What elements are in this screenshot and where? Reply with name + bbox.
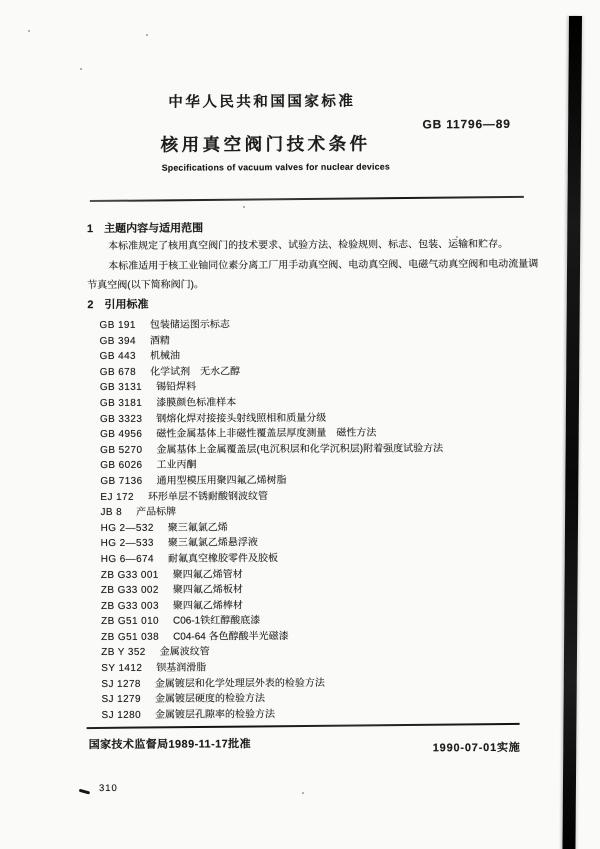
scan-speck xyxy=(456,236,458,238)
standard-code: SY 1412 xyxy=(101,662,143,675)
standard-code: ZB Y 352 xyxy=(101,647,146,659)
referenced-standard-item xyxy=(101,659,444,676)
section2-number: 2 xyxy=(87,299,94,312)
standard-title: 磁性金属基体上非磁性覆盖层厚度测量 磁性方法 xyxy=(156,427,377,440)
referenced-standard-item xyxy=(100,332,443,349)
referenced-standards-list xyxy=(99,316,444,723)
scan-speck xyxy=(146,34,148,36)
standard-code: HG 2—532 xyxy=(100,522,154,534)
standard-code: EJ 172 xyxy=(100,491,134,503)
standard-title: C04-64 各色醇酸半光磁漆 xyxy=(173,630,289,643)
section1-paragraph-1: 本标准规定了核用真空阀门的技术要求、试验方法、检验规则、标志、包装、运输和贮存。 xyxy=(108,238,509,253)
referenced-standard-item xyxy=(101,581,444,598)
standard-title: 产品标牌 xyxy=(136,506,177,518)
standard-code: HG 2—533 xyxy=(100,538,154,550)
referenced-standard-item xyxy=(101,690,444,707)
standard-title: 工业丙酮 xyxy=(156,459,197,472)
standard-code: GB 678 xyxy=(99,366,137,378)
standard-title: 金属镀层孔隙率的检验方法 xyxy=(155,708,276,721)
referenced-standard-item xyxy=(101,535,444,552)
standard-title: 金属镀层硬度的检验方法 xyxy=(154,693,265,706)
standard-code: GB 5270 xyxy=(100,444,143,456)
standard-code: ZB G51 038 xyxy=(101,631,160,643)
standard-title: 酒精 xyxy=(149,335,170,347)
referenced-standard-item xyxy=(101,519,444,536)
standard-title: 钢熔化焊对接接头射线照相和质量分级 xyxy=(156,412,327,425)
standard-title: 漆膜颜色标准样本 xyxy=(156,397,237,409)
referenced-standard-item xyxy=(100,425,443,442)
standard-title: 包装储运图示标志 xyxy=(149,319,230,331)
standard-code: ZB G51 010 xyxy=(101,616,160,628)
scan-speck xyxy=(80,68,82,70)
header-divider-rule xyxy=(90,196,524,202)
standard-code: GB 3131 xyxy=(99,382,143,394)
standard-title: 环形单层不锈耐酸钢波纹管 xyxy=(147,490,268,503)
standard-code: GB 3323 xyxy=(99,413,143,425)
referenced-standard-item xyxy=(101,628,444,645)
standard-code: ZB G33 001 xyxy=(100,569,159,581)
referenced-standard-item xyxy=(101,613,444,630)
standard-code: GB 443 xyxy=(99,351,137,363)
section2-heading xyxy=(87,296,148,312)
referenced-standard-item xyxy=(101,675,444,692)
standard-title: 聚三氟氯乙烯悬浮液 xyxy=(167,537,258,550)
referenced-standard-item xyxy=(101,644,444,661)
referenced-standard-item xyxy=(100,379,443,396)
standard-title: 机械油 xyxy=(149,350,181,362)
standard-title: 通用型模压用聚四氟乙烯树脂 xyxy=(156,475,287,487)
scan-speck xyxy=(243,206,245,208)
standard-title: 钡基润滑脂 xyxy=(156,662,207,674)
implementation-note: 1990-07-01实施 xyxy=(432,741,521,755)
standard-code: SJ 1278 xyxy=(101,678,141,690)
section1-body xyxy=(87,235,542,296)
document-title: 核用真空阀门技术条件 xyxy=(160,133,371,155)
referenced-standard-item xyxy=(100,472,443,489)
standard-code: JB 8 xyxy=(100,507,123,519)
referenced-standard-item xyxy=(100,488,443,505)
scan-tick-mark xyxy=(79,789,90,795)
scan-speck xyxy=(28,30,30,32)
standard-title: 金属镀层和化学处理层外表的检验方法 xyxy=(154,677,325,690)
section2-heading-text: 引用标准 xyxy=(104,298,149,312)
standard-title: 聚三氟氯乙烯 xyxy=(167,522,228,534)
scan-speck xyxy=(302,792,304,794)
standard-code: SJ 1280 xyxy=(101,709,142,721)
approval-note: 国家技术监督局1989-11-17批准 xyxy=(88,738,251,752)
referenced-standard-item xyxy=(100,347,443,364)
standard-number: GB 11796—89 xyxy=(422,116,511,132)
standard-code: HG 6—674 xyxy=(100,553,154,565)
referenced-standard-item xyxy=(100,363,443,380)
standard-code: SJ 1279 xyxy=(101,694,141,706)
section1-number: 1 xyxy=(86,223,94,236)
page-number: 310 xyxy=(98,782,118,795)
standard-title: 聚四氟乙烯板材 xyxy=(172,584,243,596)
standard-code: GB 394 xyxy=(99,335,136,347)
national-standard-label: 中华人民共和国国家标准 xyxy=(168,93,356,111)
standard-title: 聚四氟乙烯管材 xyxy=(172,568,243,581)
standard-code: GB 3181 xyxy=(99,397,143,410)
footer-divider-rule xyxy=(87,723,520,729)
standard-code: ZB G33 002 xyxy=(100,584,159,597)
section1-heading xyxy=(87,220,203,237)
standard-code: GB 7136 xyxy=(100,475,143,487)
standard-code: GB 191 xyxy=(99,319,136,332)
section1-paragraph-2: 本标准适用于核工业铀同位素分离工厂用手动真空阀、电动真空阀、电磁气动真空阀和电动流量调节真空阀(以下简称阀门)。 xyxy=(87,258,539,292)
standard-title: C06-1铁红醇酸底漆 xyxy=(172,615,261,627)
standard-title: 金属波纹管 xyxy=(159,646,210,659)
document-subtitle-en: Specifications of vacuum valves for nuclear devices xyxy=(161,161,390,173)
standard-code: ZB G33 003 xyxy=(100,600,159,612)
referenced-standard-item xyxy=(101,550,444,567)
referenced-standard-item xyxy=(100,394,443,411)
referenced-standard-item xyxy=(100,441,443,458)
standard-title: 锡铅焊料 xyxy=(156,381,197,394)
standard-code: GB 4956 xyxy=(100,428,143,441)
referenced-standard-item xyxy=(101,597,444,614)
referenced-standard-item xyxy=(100,457,443,474)
referenced-standard-item xyxy=(99,316,442,333)
standard-title: 耐氟真空橡胶零件及胶板 xyxy=(167,553,278,565)
section1-heading-text: 主题内容与适用范围 xyxy=(104,222,204,236)
referenced-standard-item xyxy=(101,566,444,583)
standard-code: GB 6026 xyxy=(100,460,143,472)
standard-title: 化学试剂 无水乙醇 xyxy=(150,366,241,378)
standard-title: 金属基体上金属覆盖层(电沉积层和化学沉积层)附着强度试验方法 xyxy=(156,443,444,456)
referenced-standard-item xyxy=(102,706,445,723)
standard-title: 聚四氟乙烯棒材 xyxy=(172,599,243,612)
referenced-standard-item xyxy=(100,410,443,427)
referenced-standard-item xyxy=(100,503,443,520)
